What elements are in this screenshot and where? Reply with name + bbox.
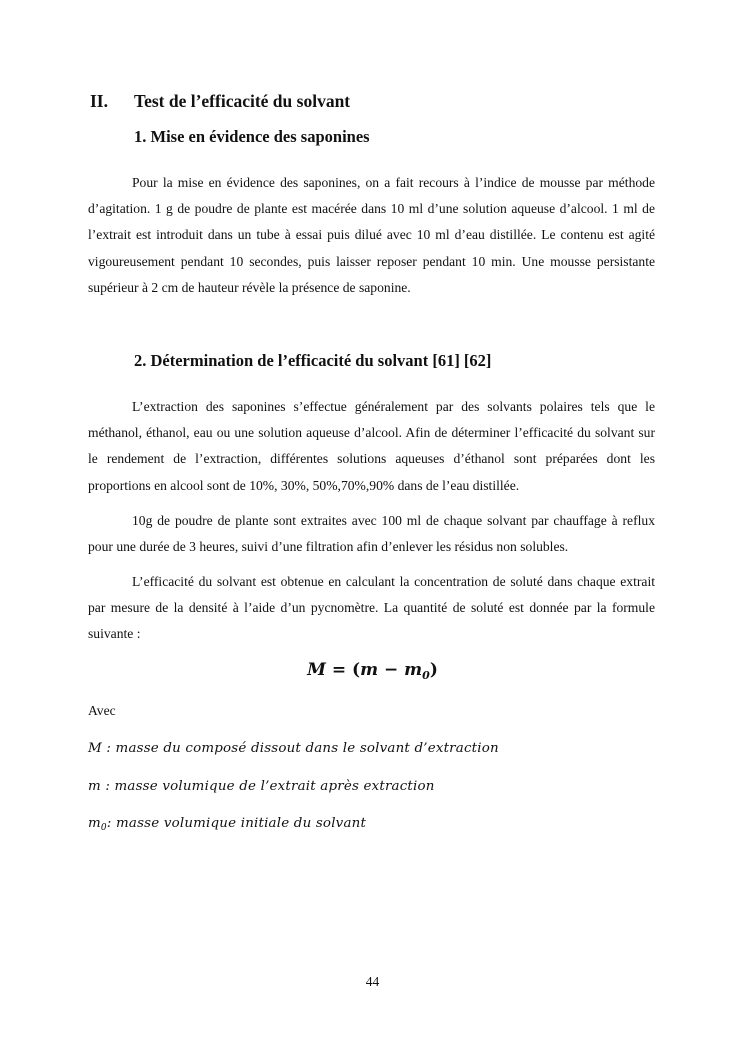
section-number: II. <box>90 91 108 111</box>
subsection-1-paragraph: Pour la mise en évidence des saponines, on a fait recours à l’indice de mousse par méthode d’agitation. 1 g de poudre de plante est macérée dans 10 ml d’une solution aqueuse d’alcool. 1 ml de l’extrait est introduit dans un tube à essai puis dilué avec 10 ml d’eau distillée. Le contenu est agité vigoureusement pendant 10 secondes, puis laisser reposer pendant 10 min. Une mousse persistante supérieur à 2 cm de hauteur révèle la présence de saponine. <box>88 175 655 295</box>
avec-label: Avec <box>88 703 116 718</box>
subsection-2-paragraph-1: L’extraction des saponines s’effectue généralement par des solvants polaires tels que le méthanol, éthanol, eau ou une solution aqueuse d’alcool. Afin de déterminer l’efficacité du solvant sur le rendement de l’extraction, différentes solutions aqueuses d’éthanol sont préparées dont les proportions en alcool sont de 10%, 30%, 50%,70%,90% dans de l’eau distillée. <box>88 399 655 493</box>
definition-text: : masse du composé dissout dans le solvant d’extraction <box>101 741 499 756</box>
definition-subscript: 0 <box>100 823 107 833</box>
subsection-2-title: 2. Détermination de l’efficacité du solvant [61] [62] <box>134 351 492 370</box>
formula-lhs: M <box>307 660 326 680</box>
formula-term1: m <box>360 660 379 680</box>
subsection-1-title: 1. Mise en évidence des saponines <box>134 127 370 146</box>
definition-M <box>88 741 499 756</box>
formula-term2-subscript: 0 <box>422 669 430 682</box>
subsection-2-paragraph-3: L’efficacité du solvant est obtenue en calculant la concentration de soluté dans chaque extrait par mesure de la densité à l’aide d’un pycnomètre. La quantité de soluté est donnée par la formule suivante : <box>88 574 655 642</box>
definition-symbol: M <box>88 741 102 756</box>
formula-equals: = ( <box>325 660 361 680</box>
page-number: 44 <box>365 974 380 989</box>
definition-symbol: m <box>88 779 101 794</box>
definition-symbol: m <box>88 816 101 831</box>
formula-term2: m <box>404 660 423 680</box>
definition-m0 <box>88 816 366 833</box>
formula-close: ) <box>429 660 438 680</box>
definition-m <box>88 779 435 794</box>
definition-text: : masse volumique de l’extrait après extraction <box>100 779 435 794</box>
definition-text: : masse volumique initiale du solvant <box>106 816 367 831</box>
formula <box>0 660 745 682</box>
section-heading <box>90 91 350 112</box>
subsection-2-paragraph-2: 10g de poudre de plante sont extraites avec 100 ml de chaque solvant par chauffage à reflux pour une durée de 3 heures, suivi d’une filtration afin d’enlever les résidus non solubles. <box>88 513 655 555</box>
section-title: Test de l’efficacité du solvant <box>134 91 351 111</box>
formula-minus: − <box>378 660 405 680</box>
